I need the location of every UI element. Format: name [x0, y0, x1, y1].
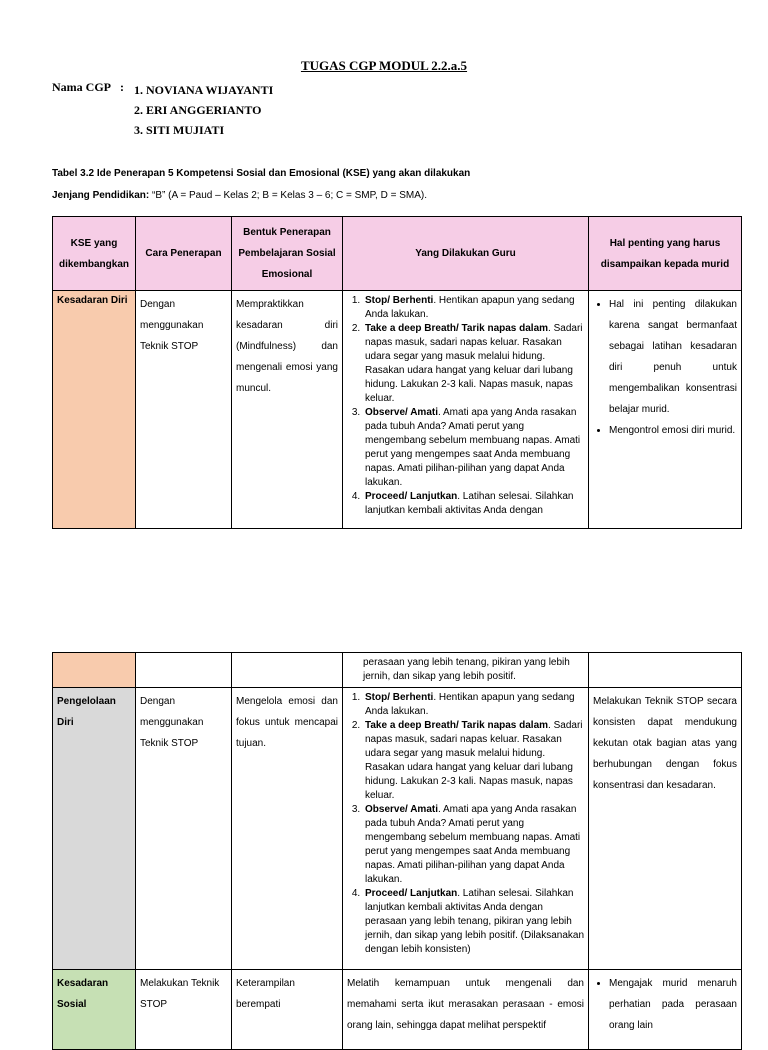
cara-cell: Dengan menggunakan Teknik STOP	[136, 688, 232, 970]
kse-table-page-1	[52, 216, 742, 529]
step-item	[363, 887, 584, 957]
cara-cell: Melakukan Teknik STOP	[136, 970, 232, 1050]
jenjang-label: Jenjang Pendidikan:	[52, 190, 150, 201]
cara-cell: Dengan menggunakan Teknik STOP	[136, 291, 232, 529]
guru-cell	[343, 291, 589, 529]
stop-steps	[347, 691, 584, 957]
step-heading: Observe/ Amati	[365, 407, 438, 418]
step-text: . Sadari napas masuk, sadari napas keluar. Rasakan udara segar yang masuk melalui hidung. Rasakan udara hangat yang keluar dari lubang hidung. Lakukan 2-3 kali. Napas masuk, napas keluar.	[365, 323, 583, 404]
kse-label: Pengelolaan Diri	[57, 696, 116, 728]
step-heading: Take a deep Breath/ Tarik napas dalam	[365, 720, 549, 731]
hal-list	[593, 973, 737, 1036]
step-text: . Latihan selesai. Silahkan lanjutkan kembali aktivitas Anda dengan	[365, 491, 574, 516]
step-item	[363, 803, 584, 887]
step-text: . Hentikan apapun yang sedang Anda lakukan.	[365, 692, 575, 717]
continued-text: perasaan yang lebih tenang, pikiran yang lebih jernih, dan sikap yang lebih positif.	[363, 657, 570, 682]
hal-cell	[589, 653, 742, 688]
step-heading: Take a deep Breath/ Tarik napas dalam	[365, 323, 549, 334]
nama-cgp-label: Nama CGP	[52, 80, 111, 94]
hal-item: • Mengajak murid menaruh perhatian pada perasaan orang lain	[609, 973, 737, 1036]
kse-table-page-2	[52, 652, 742, 1050]
member-name: 2. ERI ANGGERIANTO	[134, 103, 262, 117]
kse-cell-kesadaran-diri	[53, 291, 136, 529]
table-caption: Tabel 3.2 Ide Penerapan 5 Kompetensi Sosial dan Emosional (KSE) yang akan dilakukan	[52, 168, 471, 179]
step-item	[363, 322, 584, 406]
kse-label: Kesadaran Diri	[57, 295, 128, 306]
step-item	[363, 691, 584, 719]
step-heading: Observe/ Amati	[365, 804, 438, 815]
step-text: . Hentikan apapun yang sedang Anda lakukan.	[365, 295, 575, 320]
member-name: 1. NOVIANA WIJAYANTI	[134, 83, 274, 97]
bentuk-cell: Keterampilan berempati	[232, 970, 343, 1050]
hal-item: • Hal ini penting dilakukan karena sangat bermanfaat sebagai latihan kesadaran diri penuh untuk mengembalikan konsentrasi belajar murid.	[609, 294, 737, 420]
bentuk-cell	[232, 653, 343, 688]
member-list	[134, 80, 273, 140]
step-heading: Stop/ Berhenti	[365, 295, 434, 306]
table-row	[53, 291, 742, 529]
step-item	[363, 406, 584, 490]
cara-cell	[136, 653, 232, 688]
step-heading: Proceed/ Lanjutkan	[365, 888, 458, 899]
stop-steps	[347, 294, 584, 518]
hal-list	[593, 294, 737, 441]
header-kse: KSE yang dikembangkan	[53, 217, 136, 291]
step-item	[363, 719, 584, 803]
guru-cell: Melatih kemampuan untuk mengenali dan memahami serta ikut merasakan perasaan - emosi orang lain, sehingga dapat melihat perspektif	[343, 970, 589, 1050]
bentuk-cell: Mempraktikkan kesadaran diri (Mindfulness) dan mengenali emosi yang muncul.	[232, 291, 343, 529]
kse-cell-continued	[53, 653, 136, 688]
guru-cell-continued	[343, 653, 589, 688]
step-text: . Amati apa yang Anda rasakan pada tubuh Anda? Amati perut yang mengembang sebelum membuang napas. Amati perut yang mengempes saat Anda membuang napas. Amati pilihan-pilihan yang dapat Anda lakukan.	[365, 804, 581, 885]
hal-item: • Mengontrol emosi diri murid.	[609, 420, 737, 441]
jenjang-value: “B” (A = Paud – Kelas 2; B = Kelas 3 – 6; C = SMP, D = SMA).	[149, 190, 427, 201]
kse-label: Kesadaran Sosial	[57, 978, 109, 1010]
header-cara: Cara Penerapan	[136, 217, 232, 291]
step-text: . Amati apa yang Anda rasakan pada tubuh Anda? Amati perut yang mengembang sebelum membuang napas. Amati perut yang mengempes saat Anda membuang napas. Amati pilihan-pilihan yang dapat Anda lakukan.	[365, 407, 581, 488]
step-item	[363, 490, 584, 518]
hal-cell: Melakukan Teknik STOP secara konsisten dapat mendukung kekutan otak bagian atas yang berhubungan dengan fokus konsentrasi dan kesadaran.	[589, 688, 742, 970]
nama-cgp-colon: :	[120, 80, 124, 94]
guru-cell	[343, 688, 589, 970]
step-text: . Sadari napas masuk, sadari napas keluar. Rasakan udara segar yang masuk melalui hidung. Rasakan udara hangat yang keluar dari lubang hidung. Lakukan 2-3 kali. Napas masuk, napas keluar.	[365, 720, 583, 801]
kse-cell-pengelolaan-diri	[53, 688, 136, 970]
table-row	[53, 688, 742, 970]
table-row	[53, 970, 742, 1050]
kse-cell-kesadaran-sosial	[53, 970, 136, 1050]
header-guru: Yang Dilakukan Guru	[343, 217, 589, 291]
header-hal: Hal penting yang harus disampaikan kepada murid	[589, 217, 742, 291]
document-title: TUGAS CGP MODUL 2.2.a.5	[300, 58, 468, 73]
step-text: . Latihan selesai. Silahkan lanjutkan kembali aktivitas Anda dengan perasaan yang lebih tenang, pikiran yang lebih jernih, dan sikap yang lebih positif. (Dilaksanakan dengan lebih konsisten)	[365, 888, 585, 955]
jenjang-pendidikan	[52, 190, 427, 201]
step-item	[363, 294, 584, 322]
hal-cell	[589, 291, 742, 529]
table-header-row	[53, 217, 742, 291]
table-row	[53, 653, 742, 688]
hal-cell	[589, 970, 742, 1050]
header-bentuk: Bentuk Penerapan Pembelajaran Sosial Emosional	[232, 217, 343, 291]
step-heading: Proceed/ Lanjutkan	[365, 491, 458, 502]
step-heading: Stop/ Berhenti	[365, 692, 434, 703]
member-name: 3. SITI MUJIATI	[134, 123, 225, 137]
bentuk-cell: Mengelola emosi dan fokus untuk mencapai tujuan.	[232, 688, 343, 970]
